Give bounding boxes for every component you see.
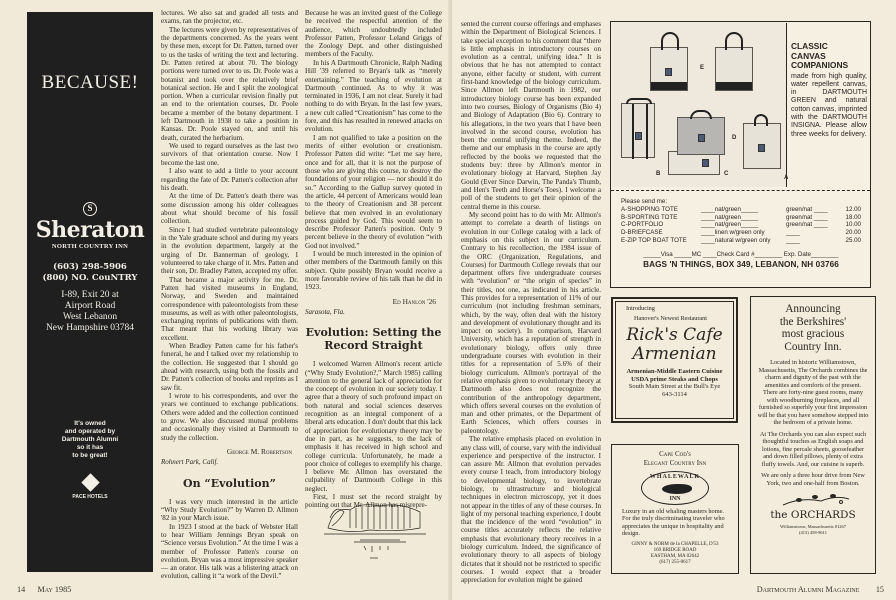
campus-sketch-illustration [320, 498, 430, 570]
headline-line: most gracious [781, 328, 845, 340]
letter-location: Sarasota, Fla. [305, 307, 345, 316]
mailing-address: BAGS 'N THINGS, BOX 349, LEBANON, NH 03766 [643, 259, 839, 269]
bag-d [677, 117, 725, 155]
address-line: I-89, Exit 20 at [61, 290, 119, 300]
bag-label-b: B [656, 171, 661, 177]
paragraph: That became a major activity for me. Dr. Patten had visited museums in England, Norway, and Sweden and maintained correspondence with paleontologists from these museums, as well as with other paleontologists, exchanging reprints of publications with them. That meant that his working library was excellent. [161, 275, 298, 342]
price: 12.00 [845, 205, 861, 213]
pace-diamond-icon [81, 473, 99, 491]
blossom-branch-icon [781, 491, 851, 509]
title-line: CANVAS [791, 50, 826, 61]
option-1[interactable]: ____nat/green_____ [701, 213, 759, 221]
bag-label-a: A [784, 175, 789, 181]
ad-paragraph: We are only a three hour drive from New York, two and one-half from Boston. [761, 472, 865, 487]
article-column-2 [305, 9, 442, 510]
letter-signature: Ed Hanlon '26 [392, 296, 436, 306]
price: 10.00 [845, 221, 861, 229]
whale-icon [662, 484, 692, 494]
ad-intro: Introducing [626, 305, 655, 312]
option-1[interactable]: ____natural w/green only [701, 236, 771, 244]
headline-line: the Berkshires' [779, 315, 847, 328]
logo-text: the ORCHARDS [770, 509, 856, 521]
item-name: B-SPORTING TOTE [621, 213, 678, 221]
ad-paragraph: At The Orchards you can also expect such thoughtful touches as English soaps and lotions, fine percale sheets, goosefeather and down filled pillows, plenty of extra fluffy towels. And, our cuisine is superb. [759, 430, 867, 468]
article-column-1 [161, 9, 298, 581]
paragraph: I would be much interested in the opinion of other members of the Dartmouth family on this subject. Quite possibly Bryan would receive a more favorable review of his talk than he did in 1923. [305, 250, 442, 292]
logo-bottom-text: INN [669, 496, 681, 502]
letter-headline: On “Evolution” [183, 476, 276, 490]
title-line: CLASSIC [791, 41, 828, 51]
ad-headline [751, 303, 875, 353]
cuisine-line: Armenian-Middle Eastern Cuisine [626, 368, 723, 376]
whalewalk-logo [641, 471, 709, 505]
phone-1: (603) 298-5906 [53, 262, 127, 272]
bag-label-e: E [700, 65, 705, 71]
contact-line: GINNY & NORM de la CHAPELLE, D'53 [631, 541, 719, 547]
cut-line [611, 190, 870, 191]
letter-headline: Evolution: Setting the Record Straight [305, 326, 442, 353]
price: 20.00 [845, 229, 861, 237]
ad-title [791, 42, 867, 71]
name-line: Rick's Cafe [626, 325, 723, 346]
page-folio-left [17, 585, 71, 594]
paragraph: I also want to add a little to your account regarding the fate of Dr. Patten's collection after his death. [161, 167, 298, 192]
tagline-line: so it has [76, 444, 104, 451]
bags-photo [612, 23, 787, 187]
brand-name: Sheraton [35, 217, 145, 243]
contact-line: EASTHAM, MA 02642 [650, 554, 700, 560]
option-1[interactable]: ____nat/green_____ [701, 221, 759, 229]
paragraph: We used to regard ourselves as the last two survivors of that orientation course. Now I become the last one. [161, 142, 298, 167]
contact-info [612, 542, 738, 567]
tagline-line: It's owned [74, 420, 106, 427]
order-row[interactable] [621, 214, 861, 222]
option-2[interactable]: green/nat ____ [786, 205, 828, 213]
bag-label-d: D [732, 135, 737, 141]
paragraph: In his A Dartmouth Chronicle, Ralph Nading Hill '39 referred to Bryan's talk as “merely entertaining.” The teaching of evolution at Dartmouth continued. As to why it was terminated in 1936, I am not clear. Surely it had nothing to do with Bryan. In the last few years, a new cult called “Creationism” has come to the fore, and this has resulted in renewed attacks on evolution. [305, 58, 442, 134]
paragraph: When Bradley Patten came for his father's funeral, he and I talked over my relationship to the collection. He suggested that I should go ahead with research, using both the fossils and Dr. Patten's collection of books and reprints as I saw fit. [161, 342, 298, 392]
option-2[interactable]: ____ [786, 236, 800, 244]
phone: (413) 458-9611 [799, 529, 827, 535]
paragraph: At the time of Dr. Patten's death there was some discussion among his older colleagues about what should become of his fossil collection. [161, 192, 298, 226]
option-1[interactable]: ____linen w/green only [701, 229, 765, 237]
option-1[interactable]: ____nat/green_____ [701, 205, 759, 213]
order-row[interactable] [621, 229, 861, 237]
paragraph: I was very much interested in the article “Why Study Evolution?” by Warren D. Allmon '82 in your March issue. [161, 497, 298, 523]
letter-location: Rohnert Park, Calif. [161, 458, 219, 467]
order-row[interactable] [621, 221, 861, 229]
option-2[interactable]: ____ [786, 229, 800, 237]
paragraph: I wrote to his correspondents, and over the years we continued to exchange publications. Others were added and the collection continued to grow. We also discussed mutual problems and occasionally they visited at Dartmouth to study the collection. [161, 392, 298, 442]
title-line: COMPANIONS [791, 60, 849, 70]
orchards-logo [751, 509, 875, 521]
item-name: C-PORTFOLIO [621, 221, 664, 229]
whalewalk-inn-ad[interactable] [611, 444, 739, 574]
address-line: West Lebanon [62, 312, 118, 322]
canvas-ad-copy [791, 42, 867, 139]
headline-line: Announcing [785, 303, 841, 315]
address-line: Airport Road [64, 301, 116, 311]
restaurant-name [616, 326, 733, 364]
issue-date: May 1985 [37, 585, 72, 594]
item-name: A-SHOPPING TOTE [621, 205, 678, 213]
paragraph: lectures. We also sat and graded all tests and exams, ran the projector, etc. [161, 9, 298, 26]
name-line: Armenian [632, 344, 717, 365]
inn-name: NORTH COUNTRY INN [51, 243, 129, 250]
bag-e-left [650, 47, 688, 91]
title-line: Elegant Country Inn [643, 458, 707, 467]
ricks-cafe-ad[interactable] [611, 297, 738, 423]
paragraph: The lectures were given by representatives of the departments concerned. As the years went by these men, except for Dr. Patten, turned over to us the tasks of writing the text and lecturing. Dr. Patten retired at about 70. The biology portions were turned over to us. Dr. Poole was a botanist and took over the relatively brief botanical section. He and I split the zoological portion. When a curricular revision finally put an end to the orientation courses, Dr. Poole became a member of the botany department. I left Dartmouth in 1938 to take a position in Kansas. Dr. Poole stayed on, and until his death, curated the herbarium. [161, 25, 298, 142]
contact-line: (617) 255-0617 [659, 560, 691, 566]
item-name: E-ZIP TOP BOAT TOTE [621, 236, 687, 244]
option-2[interactable]: green/nat ____ [786, 213, 828, 221]
pace-label: PACE HOTELS [72, 494, 108, 500]
bag-b [621, 103, 655, 158]
option-2[interactable]: green/nat ____ [786, 221, 828, 229]
item-name: D-BRIEFCASE [621, 229, 663, 237]
paragraph: Because he was an invited guest of the College he received the respectful attention of the audience, which undoubtedly included Professor Patten, Professor Leland Griggs of the Zoology Dept. and other distinguished members of the Faculty. [305, 9, 442, 59]
ad-description: Luxury in an old whaling masters home. For the truly discriminating traveler who appreciates the unique in hospitality and design. [622, 508, 725, 538]
sheraton-ad[interactable] [27, 12, 153, 572]
price: 18.00 [845, 213, 861, 221]
magazine-name: Dartmouth Alumni Magazine [756, 585, 860, 594]
paragraph: My second point has to do with Mr. Allmon's attempt to correlate a dearth of listings on evolution in our College catalog with a lack of emphasis on this subject in our curriculum. Contrary to his recollection, the 1984 issue of the ORC (Organization, Regulations, and Courses) for Dartmouth College reveals that our department offers five undergraduate courses with “evolution” or “the origin of species” in their titles, not one, as indicated in his article. This provides for a representation of 11% of our curriculum (not including freshman seminars, which, by the way, often deal with the history and development of evolutionary thought and its impact on society). In comparison, Harvard University, which has a reputation of strength in evolutionary biology, offers only three undergraduate courses with evolution in their titles for a representation of 5.6% of their biology curriculum. Allmon's portrayal of the relative emphasis given to evolutionary theory at Dartmouth also does not recognize the contribution of the anthropology department, which offers several courses on the evolution of man and other primates, or the Department of Earth Sciences, which offers courses in paleontology. [461, 211, 601, 435]
headline-line: Country Inn. [784, 340, 842, 353]
ad-details [616, 368, 733, 398]
page-folio-right [757, 585, 884, 594]
paragraph: First, I must set the record straight by pointing out that Mr. Allmon has misrepre- [305, 493, 442, 510]
paragraph: In 1923 I stood at the back of Webster Hall to hear William Jennings Bryan speak on “Science versus Evolution.” At the time I was a member of Professor Patten's course on evolution. Bryan was a most impressive speaker — an orator. His talk was a blistering attack on evolution, calling it “a work of the Devil.” [161, 522, 298, 581]
contact-info [751, 524, 875, 535]
ad-headline: BECAUSE! [41, 72, 139, 93]
tagline-line: to be great! [72, 452, 108, 459]
order-form[interactable] [621, 198, 861, 268]
page-number: 14 [17, 585, 26, 594]
phone-2: (800) NO. CouNTRY [42, 273, 138, 283]
ad-body: made from high quality, water repellent canvas, in DARTMOUTH GREEN and natural cotton canvas, imprinted with the DARTMOUTH INSIGNA. Please allow three weeks for delivery. [791, 72, 867, 138]
letter-signature: George M. Robertson [226, 446, 292, 456]
address-line: New Hampshire 03784 [45, 323, 135, 333]
order-row[interactable] [621, 206, 861, 214]
paragraph: Since I had studied vertebrate paleontology in the Yale graduate school and during my years in the evolution department, largely at the urging of Dr. Bannerman of geology, I volunteered to take charge of it. Mrs. Patten and their son, Dr. Bradley Patten, accepted my offer. [161, 225, 298, 276]
pace-hotels-logo [27, 476, 153, 500]
tagline-line: Dartmouth Alumni [61, 436, 119, 443]
sheraton-s-circle-icon: S [83, 202, 97, 216]
tagline-line: and operated by [64, 428, 116, 435]
ad-intro: Hanover's Newest Restaurant [634, 315, 707, 323]
bag-e-right [715, 47, 753, 91]
page-number: 15 [875, 585, 884, 594]
location-line: South Main Street at the Bull's Eye [628, 383, 721, 391]
address: Williamstown, Massachusetts 01267 [780, 524, 846, 529]
bag-label-c: C [724, 171, 729, 177]
logo-top-text: WHALEWALK [649, 474, 701, 480]
address [27, 290, 153, 334]
article-column-3 [461, 20, 601, 585]
price: 25.00 [845, 236, 861, 244]
orchards-inn-ad[interactable] [750, 296, 876, 574]
paragraph: I am not qualified to take a position on the merits of either evolution or creationism. Professor Patten did write: “Let me say here, once and for all, that it is not the purpose of those who are giving this course, to destroy the foundations of your religion — nor should it do so.” According to the Gallup survey quoted in the article, 44 percent of Americans would lean to the theory of Creationism and 38 percent believe that men evolved in an evolutionary process guided by God. This would seem to describe Professor Patten's position. Only 9 percent believe in the theory of evolution “with God not involved.” [305, 133, 442, 250]
paragraph: I welcomed Warren Allmon's recent article (“Why Study Evolution?,” March 1985) calling attention to the general lack of appreciation for the concept of evolution in our society today. I agree that a theory of such profound impact on both natural and social sciences deserves recognition as an integral component of a liberal arts education. I don't doubt that this lack of appreciation for evolutionary theory may be due in part, as he suggests, to the lack of emphasis it has received in high school and college curricula. Unfortunately, he made a poor choice of colleges to exemplify his charge. I believe Mr. Allmon has overstated the culpability of Dartmouth College in this neglect. [305, 360, 443, 493]
ad-title [612, 450, 738, 467]
contact-line: 169 BRIDGE ROAD [653, 547, 697, 553]
canvas-companions-ad[interactable] [610, 21, 871, 288]
owned-tagline [27, 420, 153, 460]
ad-paragraph: Located in historic Williamstown, Massachusetts, The Orchards combines the charm and dignity of the past with the amenities and comforts of the present. There are forty-nine guest rooms, many with woodburning fireplaces, and all furnished so superbly your first impression will be that you have somehow stepped into the bedroom of a private home. [757, 359, 869, 426]
bag-a [743, 123, 781, 169]
phone: 643-3114 [662, 390, 687, 398]
order-intro: Please send me: [621, 198, 668, 205]
paragraph: sented the current course offerings and emphases within the Department of Biological Sciences. I take special exception to his comment that “there is little emphasis in introductory courses on evolution as a central, unifying idea.” It is obvious that he has not attempted to contact anyone, either faculty or student, with current first-hand knowledge of the biology curriculum. Since Allmon left Dartmouth in 1982, our introductory biology course has been expanded into two courses, Biology of Organisms (Bio 4) and Biology of Adaptation (Bio 6). Contrary to his allegations, in the two years that I have been involved in the second course, evolution has been the central unifying theme. Indeed, the theme and our emphasis in the course are aptly reflected by the books we requested that the students buy: three by Allmon's mentor in evolutionary biology at Harvard, Stephen Jay Gould (Ever Since Darwin, The Panda's Thumb, and Hen's Teeth and Horse's Toes). I welcome a poll of the students to get their opinion of the central theme in this course. [461, 20, 601, 211]
phone-numbers [27, 262, 153, 284]
payment-line[interactable]: _____Visa _____MC ____Check Card #________ Exp. Date________ [643, 250, 839, 258]
menu-line: USDA prime Steaks and Chops [631, 375, 718, 383]
order-row[interactable] [621, 237, 861, 245]
paragraph: The relative emphasis placed on evolution in any class will, of course, vary with the individual experience and perspective of the instructor. I can assure Mr. Allmon that evolution pervades every course I teach, from introductory biology to developmental biology, to invertebrate biology, to ultrastructure and biological techniques in electron microscopy, yet it does not appear in the titles of any of these courses. In light of my personal teaching experience, I doubt that the incidence of the word “evolution” in course titles accurately reflects the relative emphasis that evolutionary theory receives in a biology curriculum. Indeed, the significance of evolutionary theory to all aspects of biology dictates that it should not be restricted to specific courses. I would expect that a broader appreciation for evolution might be gained [461, 435, 601, 585]
title-line: Cape Cod's [659, 450, 691, 458]
